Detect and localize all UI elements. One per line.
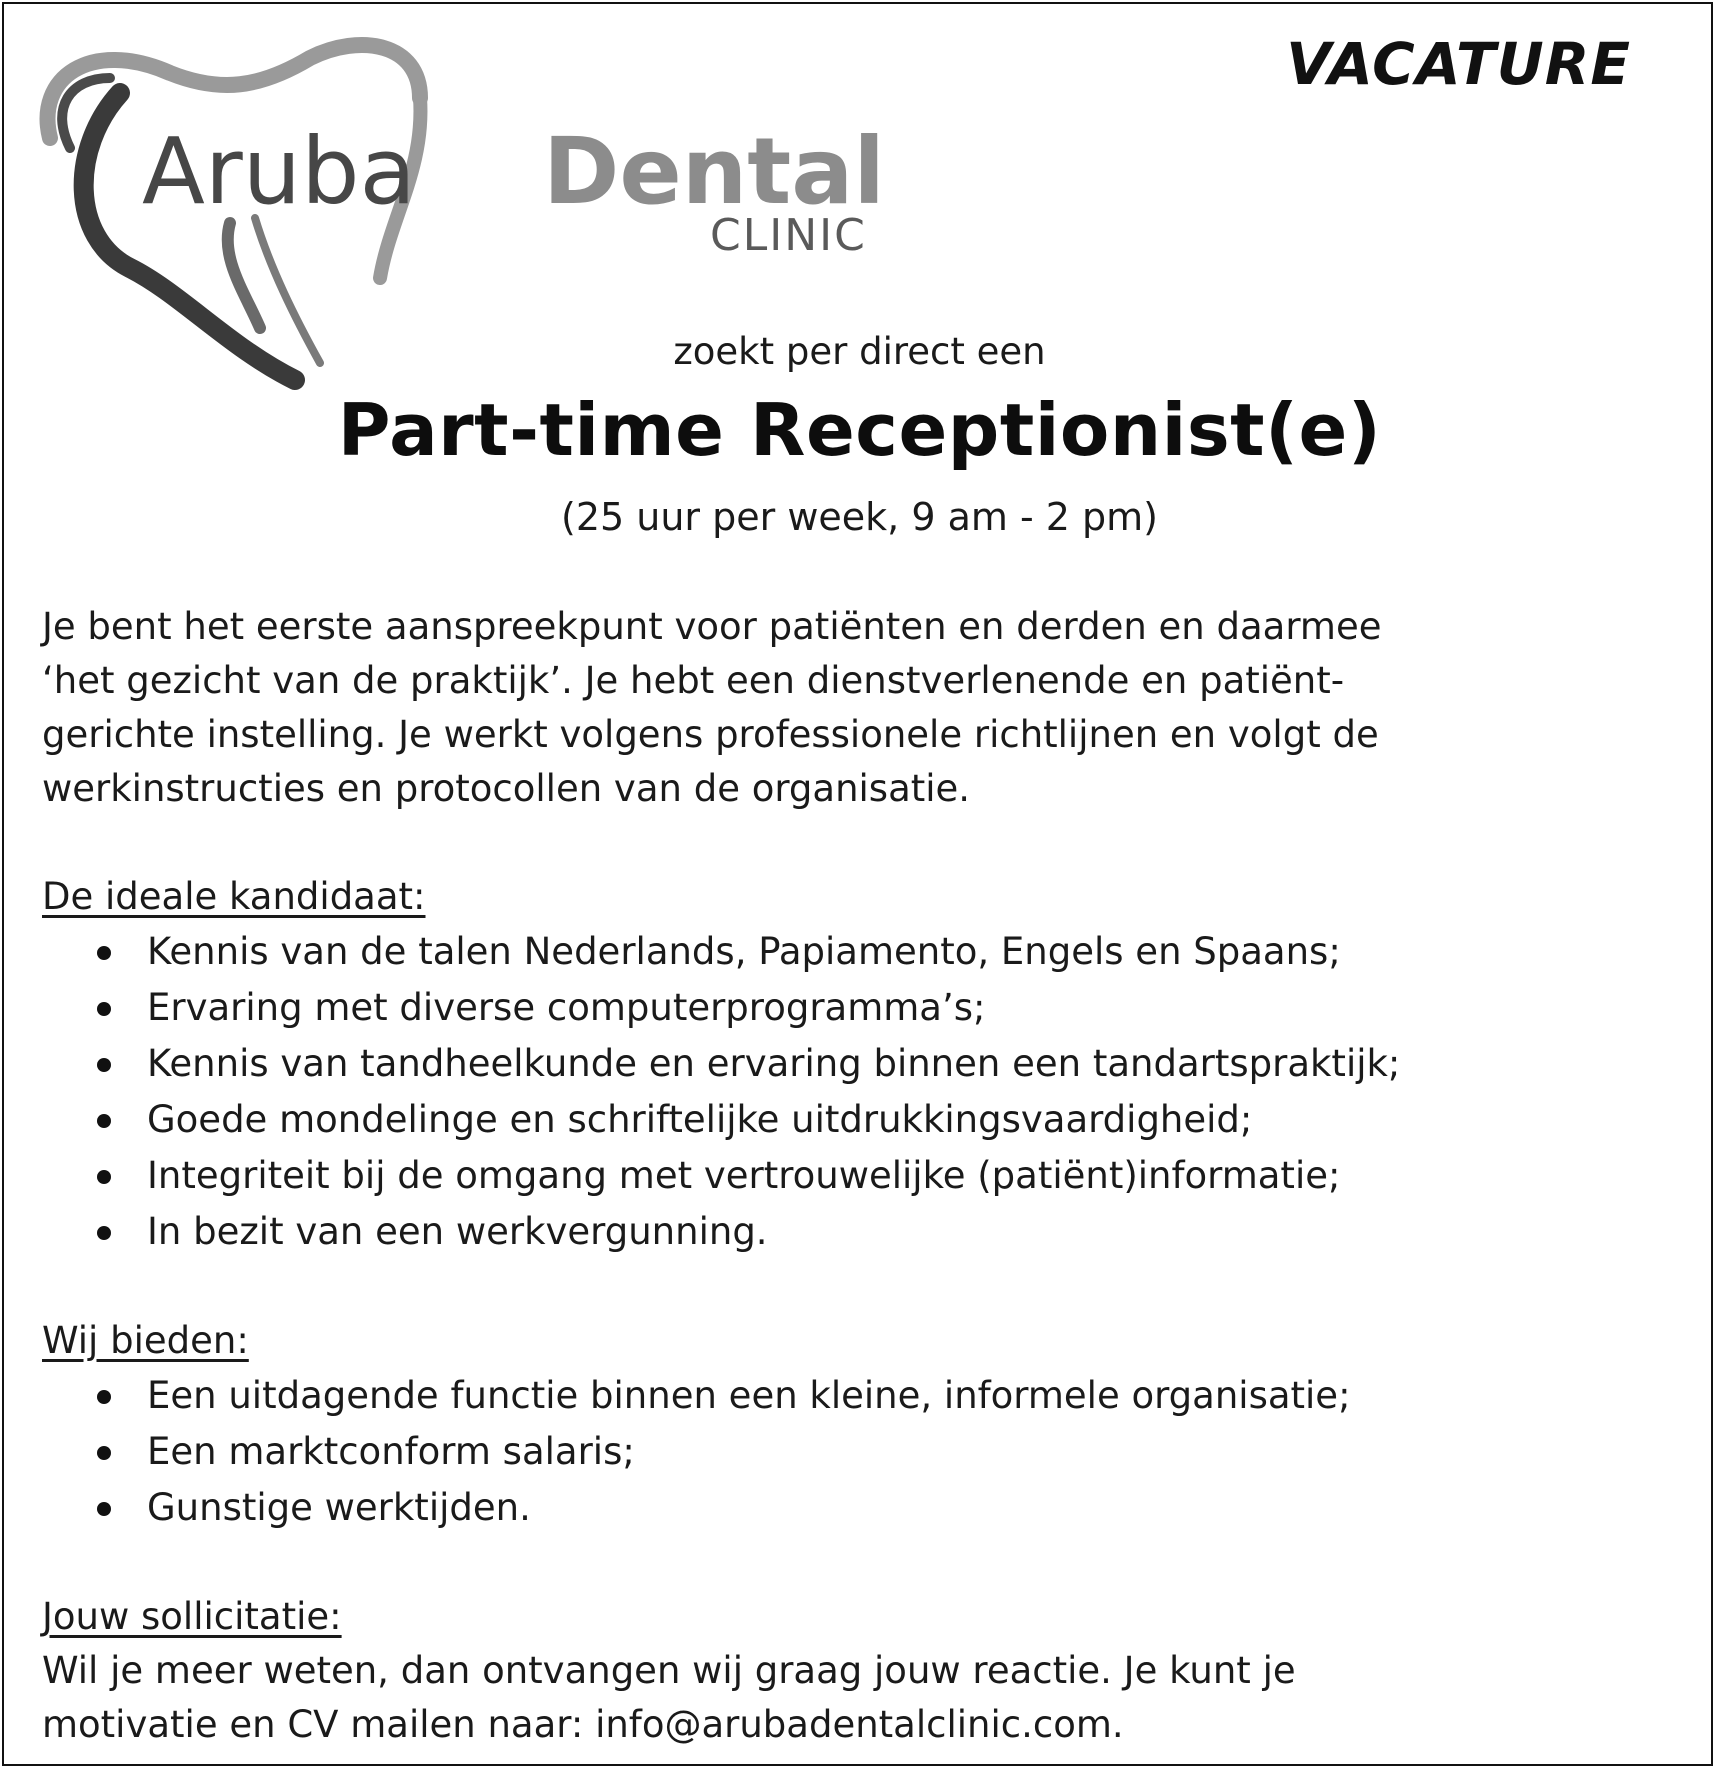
offer-heading: Wij bieden: (42, 1319, 249, 1362)
list-item-text: Goede mondelinge en schriftelijke uitdrukkingsvaardigheid; (147, 1098, 1253, 1141)
application-line: Wil je meer weten, dan ontvangen wij graag jouw reactie. Je kunt je (42, 1649, 1296, 1692)
bullet-icon (97, 1226, 111, 1240)
application-heading: Jouw sollicitatie: (42, 1595, 342, 1638)
description-line: werkinstructies en protocollen van de organisatie. (42, 767, 971, 810)
list-item (42, 1092, 1682, 1148)
list-item-text: Integriteit bij de omgang met vertrouwelijke (patiënt)informatie; (147, 1154, 1341, 1197)
job-hours: (25 uur per week, 9 am - 2 pm) (561, 495, 1158, 539)
list-item (42, 924, 1682, 980)
list-item-text: Kennis van de talen Nederlands, Papiamento, Engels en Spaans; (147, 930, 1341, 973)
job-title: Part-time Receptionist(e) (337, 388, 1382, 472)
list-item (42, 1148, 1682, 1204)
bullet-icon (97, 1058, 111, 1072)
bullet-icon (97, 1502, 111, 1516)
list-item-text: Een marktconform salaris; (147, 1430, 635, 1473)
intro-text: zoekt per direct een (673, 330, 1046, 373)
list-item-text: Gunstige werktijden. (147, 1486, 531, 1529)
description-line: Je bent het eerste aanspreekpunt voor patiënten en derden en daarmee (42, 605, 1382, 648)
list-item-text: Kennis van tandheelkunde en ervaring binnen een tandartspraktijk; (147, 1042, 1401, 1085)
description-line: gerichte instelling. Je werkt volgens professionele richtlijnen en volgt de (42, 713, 1379, 756)
bullet-icon (97, 946, 111, 960)
list-item-text: Een uitdagende functie binnen een kleine, informele organisatie; (147, 1374, 1351, 1417)
vacancy-body (42, 600, 1682, 1752)
application-paragraph (42, 1644, 1682, 1752)
offer-list (42, 1368, 1682, 1536)
list-item-text: Ervaring met diverse computerprogramma’s; (147, 986, 986, 1029)
application-line: motivatie en CV mailen naar: info@arubadentalclinic.com. (42, 1703, 1124, 1746)
logo-word-dental: Dental (543, 118, 885, 225)
list-item-text: In bezit van een werkvergunning. (147, 1210, 768, 1253)
bullet-icon (97, 1170, 111, 1184)
bullet-icon (97, 1390, 111, 1404)
description-line: ‘het gezicht van de praktijk’. Je hebt een dienstverlenende en patiënt- (42, 659, 1345, 702)
description-paragraph (42, 600, 1682, 816)
list-item (42, 1368, 1682, 1424)
logo-word-clinic: CLINIC (710, 210, 867, 261)
candidate-heading: De ideale kandidaat: (42, 875, 426, 918)
logo-word-aruba: Aruba (142, 118, 416, 225)
candidate-list (42, 924, 1682, 1260)
list-item (42, 1480, 1682, 1536)
list-item (42, 1036, 1682, 1092)
bullet-icon (97, 1114, 111, 1128)
list-item (42, 1204, 1682, 1260)
bullet-icon (97, 1446, 111, 1460)
bullet-icon (97, 1002, 111, 1016)
list-item (42, 980, 1682, 1036)
vacature-label: VACATURE (1286, 30, 1631, 98)
list-item (42, 1424, 1682, 1480)
